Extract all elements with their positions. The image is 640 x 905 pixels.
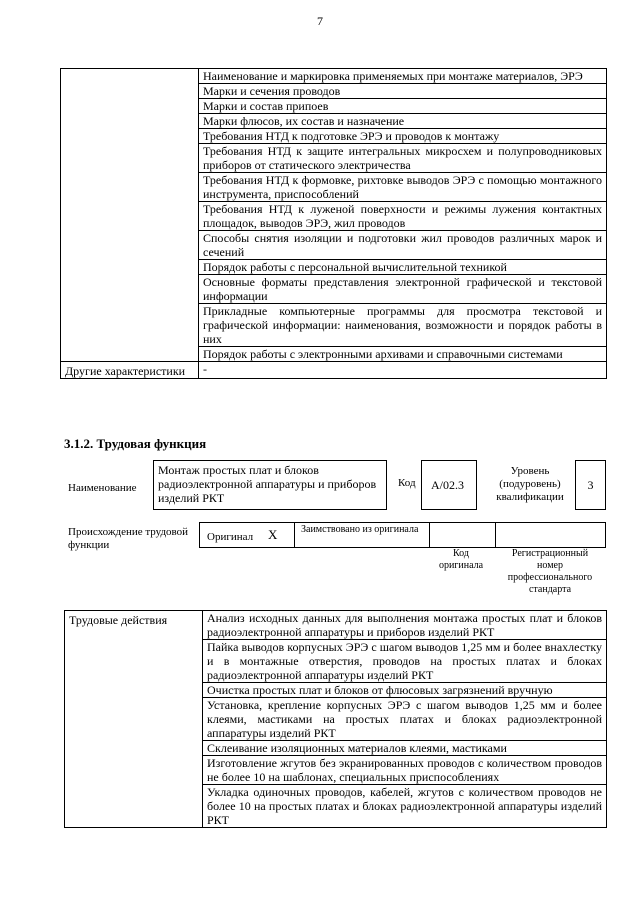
table-cell: Наименование и маркировка применяемых при монтаже материалов, ЭРЭ (199, 69, 607, 84)
code-value: A/02.3 (431, 478, 464, 492)
table-cell: Анализ исходных данных для выполнения монтажа простых плат и блоков радиоэлектронной аппаратуры и приборов изделий РКТ (203, 611, 607, 640)
page-number: 7 (317, 14, 323, 28)
table-cell: Порядок работы с электронными архивами и справочными системами (199, 347, 607, 362)
table-cell: Марки и сечения проводов (199, 84, 607, 99)
table-cell: Изготовление жгутов без экранированных проводов с количеством проводов не более 10 на шаблонах, специальных приспособлениях (203, 756, 607, 785)
origin-divider (495, 523, 496, 547)
table-row (61, 362, 607, 379)
other-characteristics-label: Другие характеристики (61, 362, 199, 379)
table-cell: Марки флюсов, их состав и назначение (199, 114, 607, 129)
qualification-level-label: Уровень (подуровень) квалификации (496, 465, 564, 503)
origin-grid (199, 522, 606, 548)
labor-actions-table (64, 610, 607, 828)
empty-label-cell (61, 69, 199, 362)
table-cell: Марки и состав припоев (199, 99, 607, 114)
section-title: 3.1.2. Трудовая функция (64, 436, 207, 451)
table-row (65, 611, 607, 640)
original-label: Оригинал (207, 531, 254, 543)
level-value: 3 (587, 478, 594, 492)
table-cell: Требования НТД к формовке, рихтовке выводов ЭРЭ с помощью монтажного инструмента, приспособлений (199, 173, 607, 202)
borrowed-label: Заимствовано из оригинала (301, 524, 419, 535)
knowledge-table (60, 68, 607, 379)
table-cell: Склеивание изоляционных материалов клеями, мастиками (203, 741, 607, 756)
table-cell: Порядок работы с персональной вычислительной техникой (199, 260, 607, 275)
other-characteristics-value: - (199, 362, 607, 379)
table-cell: Требования НТД к подготовке ЭРЭ и проводов к монтажу (199, 129, 607, 144)
origin-divider (429, 523, 430, 547)
labor-actions-label: Трудовые действия (65, 611, 203, 828)
function-name-box (153, 460, 387, 510)
registration-number-caption: Регистрационный номер профессионального стандарта (507, 548, 593, 595)
level-box (575, 460, 606, 510)
table-row (61, 69, 607, 84)
origin-label: Происхождение трудовой функции (68, 526, 189, 551)
function-name: Монтаж простых плат и блоков радиоэлектронной аппаратуры и приборов изделий РКТ (158, 463, 377, 505)
table-cell: Установка, крепление корпусных ЭРЭ с шагом выводов 1,25 мм и более клеями, мастиками на простых платах и блоках радиоэлектронной аппаратуры изделий РКТ (203, 698, 607, 741)
table-cell: Очистка простых плат и блоков от флюсовых загрязнений вручную (203, 683, 607, 698)
table-cell: Прикладные компьютерные программы для просмотра текстовой и графической информации: наименования, возможности и порядок работы в них (199, 304, 607, 347)
table-cell: Способы снятия изоляции и подготовки жил проводов различных марок и сечений (199, 231, 607, 260)
name-label: Наименование (68, 482, 137, 494)
code-label: Код (398, 477, 416, 489)
table-cell: Основные форматы представления электронной графической и текстовой информации (199, 275, 607, 304)
original-mark: X (268, 527, 278, 542)
table-cell: Требования НТД к луженой поверхности и режимы лужения контактных площадок, выводов ЭРЭ, жил проводов (199, 202, 607, 231)
original-code-caption: Код оригинала (438, 548, 484, 571)
code-box (421, 460, 477, 510)
origin-divider (294, 523, 295, 547)
table-cell: Пайка выводов корпусных ЭРЭ с шагом выводов 1,25 мм и более внахлестку и в монтажные отверстия, проводов на простых платах и блоках радиоэлектронной аппаратуры изделий РКТ (203, 640, 607, 683)
table-cell: Требования НТД к защите интегральных микросхем и полупроводниковых приборов от статического электричества (199, 144, 607, 173)
table-cell: Укладка одиночных проводов, кабелей, жгутов с количеством проводов не более 10 на простых платах и блоках радиоэлектронной аппаратуры изделий РКТ (203, 785, 607, 828)
